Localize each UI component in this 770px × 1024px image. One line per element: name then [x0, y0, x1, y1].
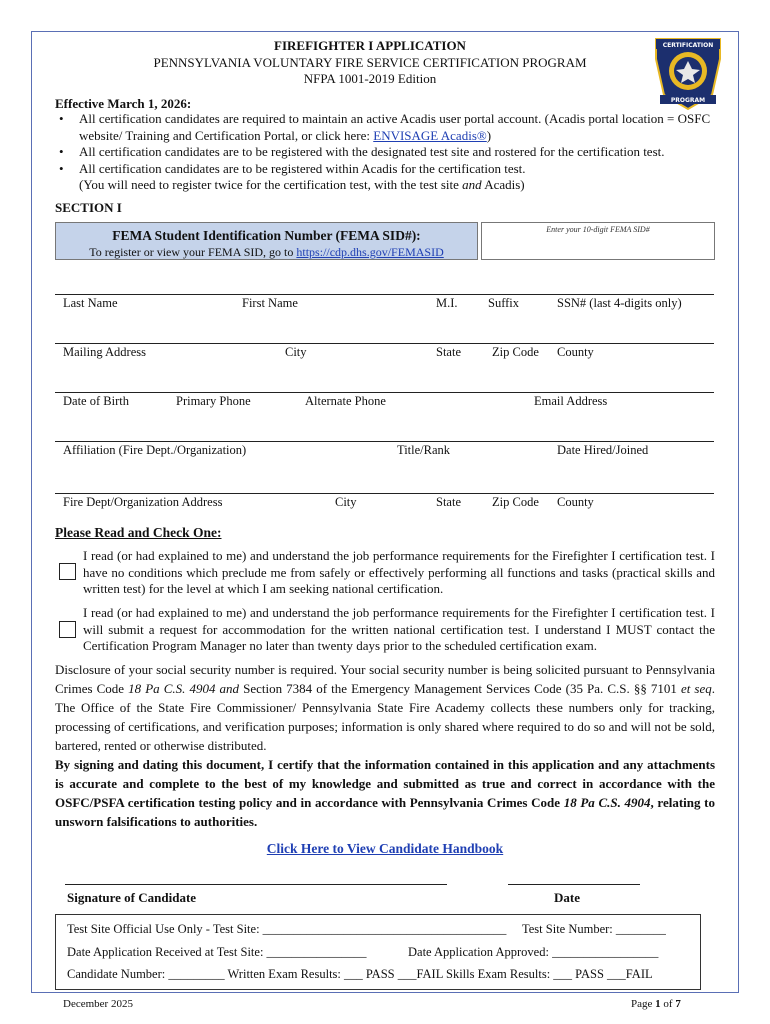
field-rule — [55, 493, 714, 494]
page-number: Page 1 of 7 — [631, 998, 681, 1010]
footer-date: December 2025 — [63, 998, 133, 1010]
form-title: FIREFIGHTER I APPLICATION — [274, 38, 466, 53]
program-title: PENNSYLVANIA VOLUNTARY FIRE SERVICE CERTIFICATION PROGRAM — [153, 55, 587, 70]
title-rank-field[interactable]: Title/Rank — [397, 443, 451, 457]
primary-phone-field[interactable]: Primary Phone — [176, 394, 251, 408]
date-of-birth-field[interactable]: Date of Birth — [63, 394, 129, 408]
date-approved-field[interactable]: Date Application Approved: _________________ — [408, 945, 659, 959]
option1-text: I read (or had explained to me) and understand the job performance requirements for the Firefighter I certification test. I have no conditions which preclude me from safely or effectively performing all functions and tasks (practical skills and written test) for the level at which I am seeking national certification. — [83, 548, 715, 596]
alternate-phone-field[interactable]: Alternate Phone — [305, 394, 386, 408]
section-title: SECTION I — [55, 200, 122, 215]
fema-sid-label-box — [55, 222, 478, 260]
test-site-field[interactable]: Test Site Official Use Only - Test Site: _______________________________________ — [67, 922, 507, 936]
date-received-field[interactable]: Date Application Received at Test Site: ________________ — [67, 945, 367, 959]
bullet-test-site: • All certification candidates are to be registered with the designated test site and rostered for the certification test. — [59, 144, 665, 159]
candidate-handbook-link[interactable]: Click Here to View Candidate Handbook — [266, 841, 504, 856]
city-field[interactable]: City — [285, 345, 307, 359]
dept-county-field[interactable]: County — [557, 495, 594, 509]
mailing-address-field[interactable]: Mailing Address — [63, 345, 146, 359]
suffix-field[interactable]: Suffix — [488, 296, 520, 310]
signature-label: Signature of Candidate — [67, 890, 197, 905]
test-site-number-field[interactable]: Test Site Number: ________ — [522, 922, 666, 936]
field-rule — [55, 343, 714, 344]
field-rule — [55, 392, 714, 393]
effective-date: Effective March 1, 2026: — [55, 96, 192, 111]
official-use-box — [55, 914, 701, 990]
zip-code-field[interactable]: Zip Code — [492, 345, 539, 359]
ssn-field[interactable]: SSN# (last 4-digits only) — [557, 296, 682, 310]
signature-line[interactable] — [65, 884, 447, 885]
county-field[interactable]: County — [557, 345, 594, 359]
fema-sid-link[interactable]: https://cdp.dhs.gov/FEMASID — [296, 245, 444, 259]
certification-program-seal — [650, 35, 726, 111]
handbook-link-row — [0, 841, 770, 857]
option1-checkbox[interactable] — [59, 563, 76, 580]
state-field[interactable]: State — [436, 345, 461, 359]
date-hired-field[interactable]: Date Hired/Joined — [557, 443, 649, 457]
option2-checkbox[interactable] — [59, 621, 76, 638]
exam-results-field[interactable]: Candidate Number: _________ Written Exam Results: ___ PASS ___FAIL Skills Exam Results: ___ PASS ___FAIL — [67, 967, 653, 981]
last-name-field[interactable]: Last Name — [63, 296, 118, 310]
middle-initial-field[interactable]: M.I. — [436, 296, 458, 310]
certification-statement: By signing and dating this document, I certify that the information contained in this application and any attachments is accurate and complete to the best of my knowledge and submitted as true and correct in accordance with the OSFC/PSFA certification testing policy and in accordance with Pennsylvania Crimes Code 18 Pa C.S. 4904, relating to unsworn falsifications to authorities. — [55, 757, 715, 829]
date-line[interactable] — [508, 884, 640, 885]
fema-sid-input[interactable]: Enter your 10-digit FEMA SID# — [481, 222, 715, 260]
field-rule — [55, 441, 714, 442]
option2-text: I read (or had explained to me) and understand the job performance requirements for the Firefighter I certification test. I will submit a request for accommodation for the written national certification test. I understand I MUST contact the Certification Program Manager no later than twenty days prior to the scheduled certification exam. — [83, 605, 715, 653]
dept-address-field[interactable]: Fire Dept/Organization Address — [63, 495, 223, 509]
first-name-field[interactable]: First Name — [242, 296, 298, 310]
affiliation-field[interactable]: Affiliation (Fire Dept./Organization) — [63, 443, 247, 457]
svg-text:PROGRAM: PROGRAM — [670, 97, 706, 104]
field-rule — [55, 294, 714, 295]
email-field[interactable]: Email Address — [534, 394, 608, 408]
fema-sid-instructions: To register or view your FEMA SID, go to https://cdp.dhs.gov/FEMASID — [89, 245, 444, 259]
dept-state-field[interactable]: State — [436, 495, 461, 509]
envisage-acadis-link[interactable]: ENVISAGE Acadis® — [373, 127, 487, 143]
bullet-acadis-register: • All certification candidates are to be registered within Acadis for the certification test. — [59, 160, 526, 176]
date-label: Date — [554, 890, 580, 905]
fema-sid-title: FEMA Student Identification Number (FEMA SID#): — [112, 228, 421, 243]
bullet-acadis-account: • All certification candidates are required to maintain an active Acadis user portal account. (Acadis portal location = OSFC website/ Training and Certification Portal, or click here: ENVISAGE Acadis®) — [59, 111, 711, 143]
bullet-note: (You will need to register twice for the certification test, with the test site and Acadis) — [79, 177, 525, 192]
please-read-heading: Please Read and Check One: — [55, 525, 222, 540]
svg-text:CERTIFICATION: CERTIFICATION — [662, 42, 714, 49]
edition: NFPA 1001-2019 Edition — [303, 71, 437, 86]
ssn-disclosure: Disclosure of your social security number is required. Your social security number is being solicited pursuant to Pennsylvania Crimes Code 18 Pa C.S. 4904 and Section 7384 of the Emergency Management Services Code (35 Pa. C.S. §§ 7101 et seq. The Office of the State Fire Commissioner/ Pennsylvania State Fire Academy collects these numbers only for tracking, processing of certifications, and verification purposes; information is only shared where required to do so and will not be sold, bartered, rented or otherwise distributed. — [55, 662, 715, 753]
dept-city-field[interactable]: City — [335, 495, 357, 509]
dept-zip-field[interactable]: Zip Code — [492, 495, 539, 509]
requirements-list — [55, 111, 749, 194]
